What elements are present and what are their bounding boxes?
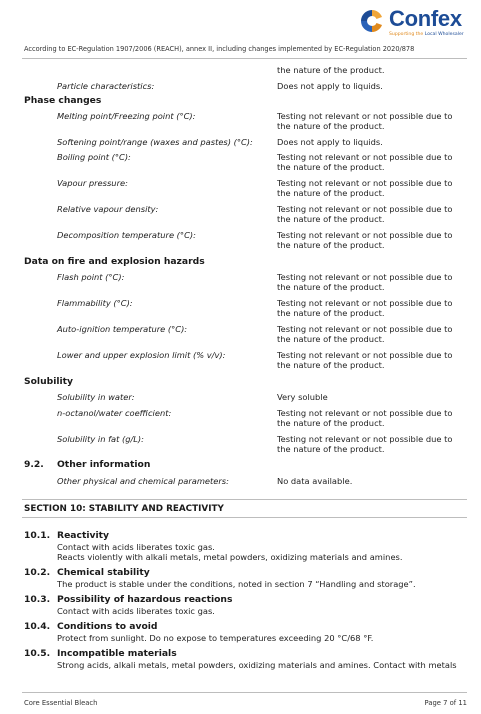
confex-logo-icon	[359, 8, 385, 34]
label-softening: Softening point/range (waxes and pastes) (°C):	[57, 137, 253, 147]
section-10-top-rule	[22, 499, 467, 500]
item-10-4-number: 10.4.	[24, 621, 51, 632]
item-10-1-title: Reactivity	[57, 530, 110, 541]
label-vapour-pressure: Vapour pressure:	[57, 178, 128, 188]
group-phase-changes: Phase changes	[24, 95, 102, 106]
label-flammability: Flammability (°C):	[57, 298, 133, 308]
item-10-4-title: Conditions to avoid	[57, 621, 158, 632]
confex-logo	[359, 6, 471, 40]
value-vapour-density: Testing not relevant or not possible due to the nature of the product.	[277, 204, 453, 225]
footer-page-number: Page 7 of 11	[424, 699, 467, 707]
label-solubility-water: Solubility in water:	[57, 392, 135, 402]
brand-tagline: Supporting the Local Wholesaler	[389, 32, 464, 37]
footer-product-name: Core Essential Bleach	[24, 699, 98, 707]
label-octanol: n-octanol/water coefficient:	[57, 408, 172, 418]
item-10-2-number: 10.2.	[24, 567, 51, 578]
item-10-3-text: Contact with acids liberates toxic gas.	[57, 606, 215, 616]
value-solubility-water: Very soluble	[277, 392, 328, 402]
label-boiling: Boiling point (°C):	[57, 152, 131, 162]
value-flash-point: Testing not relevant or not possible due to the nature of the product.	[277, 272, 453, 293]
item-10-4-text: Protect from sunlight. Do no expose to temperatures exceeding 20 °C/68 °F.	[57, 633, 374, 643]
section-10-title: SECTION 10: STABILITY AND REACTIVITY	[24, 504, 224, 514]
value-decomposition: Testing not relevant or not possible due to the nature of the product.	[277, 230, 453, 251]
value-softening: Does not apply to liquids.	[277, 137, 383, 147]
label-other-params: Other physical and chemical parameters:	[57, 476, 229, 486]
item-10-2-text: The product is stable under the conditions, noted in section 7 “Handling and storage”.	[57, 579, 416, 589]
brand-name: Confex	[389, 6, 462, 31]
group-solubility: Solubility	[24, 376, 74, 387]
value-solubility-fat: Testing not relevant or not possible due to the nature of the product.	[277, 434, 453, 455]
label-explosion-limit: Lower and upper explosion limit (% v/v):	[57, 350, 226, 360]
value-melting: Testing not relevant or not possible due to the nature of the product.	[277, 111, 453, 132]
item-10-2-title: Chemical stability	[57, 567, 150, 578]
section-10-bottom-rule	[22, 517, 467, 518]
value-octanol: Testing not relevant or not possible due to the nature of the product.	[277, 408, 453, 429]
label-vapour-density: Relative vapour density:	[57, 204, 159, 214]
item-10-1-text: Contact with acids liberates toxic gas. Reacts violently with alkali metals, metal powders, oxidizing materials and amines.	[57, 542, 403, 563]
label-solubility-fat: Solubility in fat (g/L):	[57, 434, 144, 444]
header-divider	[22, 58, 467, 59]
label-autoignition: Auto-ignition temperature (°C):	[57, 324, 188, 334]
value-particle: Does not apply to liquids.	[277, 81, 383, 91]
label-particle: Particle characteristics:	[57, 81, 155, 91]
footer-divider	[22, 692, 467, 693]
value-explosion-limit: Testing not relevant or not possible due to the nature of the product.	[277, 350, 453, 371]
item-10-3-title: Possibility of hazardous reactions	[57, 594, 233, 605]
label-decomposition: Decomposition temperature (°C):	[57, 230, 196, 240]
item-10-5-text: Strong acids, alkali metals, metal powders, oxidizing materials and amines. Contact with metals	[57, 660, 457, 670]
item-10-1-number: 10.1.	[24, 530, 51, 541]
item-10-3-number: 10.3.	[24, 594, 51, 605]
value-vapour-pressure: Testing not relevant or not possible due to the nature of the product.	[277, 178, 453, 199]
section-9-2-title: Other information	[57, 459, 151, 470]
value-boiling: Testing not relevant or not possible due to the nature of the product.	[277, 152, 453, 173]
item-10-5-title: Incompatible materials	[57, 648, 177, 659]
section-9-2-number: 9.2.	[24, 459, 44, 470]
value-other-params: No data available.	[277, 476, 353, 486]
value-flammability: Testing not relevant or not possible due to the nature of the product.	[277, 298, 453, 319]
value-autoignition: Testing not relevant or not possible due to the nature of the product.	[277, 324, 453, 345]
continued-value: the nature of the product.	[277, 65, 385, 75]
item-10-5-number: 10.5.	[24, 648, 51, 659]
regulation-note: According to EC-Regulation 1907/2006 (REACH), annex II, including changes implemented by EC-Regulation 2020/878	[24, 45, 415, 53]
label-flash-point: Flash point (°C):	[57, 272, 125, 282]
label-melting: Melting point/Freezing point (°C):	[57, 111, 196, 121]
group-fire-explosion: Data on fire and explosion hazards	[24, 256, 205, 267]
